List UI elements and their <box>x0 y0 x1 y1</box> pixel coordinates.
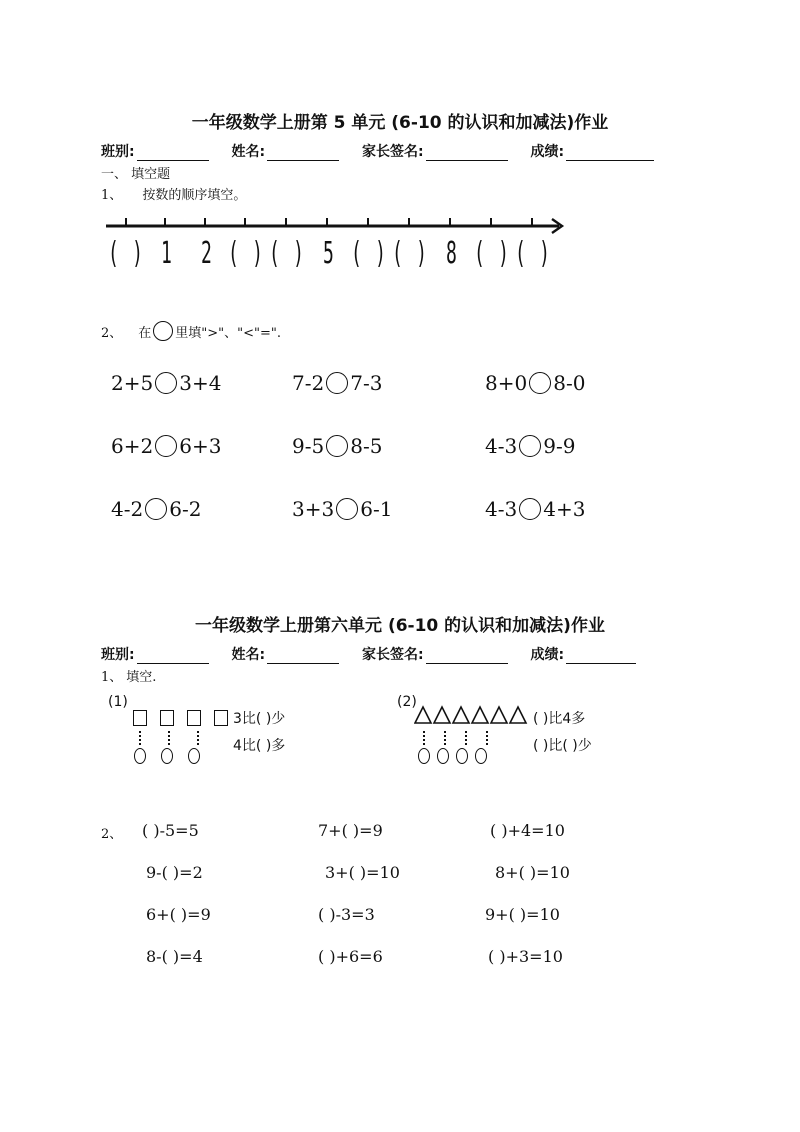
compare-answer-circle[interactable] <box>155 435 177 457</box>
q1-number: 1、 <box>101 670 123 685</box>
q1-text: 按数的顺序填空。 <box>142 188 247 203</box>
triangle-shape <box>491 707 507 723</box>
equation-item[interactable]: 8-( )=4 <box>146 947 203 966</box>
q2-prefix: 在 <box>138 325 152 341</box>
compare-right: 3+4 <box>179 371 222 395</box>
equation-item[interactable]: ( )+3=10 <box>488 947 563 966</box>
parent-signature-blank[interactable] <box>426 146 508 161</box>
ring-shape <box>418 748 430 764</box>
q2-prompt <box>101 321 281 341</box>
parent-signature-label: 家长签名: <box>361 144 424 160</box>
compare-right: 6+3 <box>179 434 222 458</box>
compare-left: 6+2 <box>111 434 154 458</box>
nl-blank-4[interactable]: ( ) <box>269 236 306 271</box>
part1-rings <box>134 748 200 764</box>
part2-dot-links <box>423 731 490 745</box>
dotted-link <box>444 731 448 745</box>
square-shape <box>160 710 174 726</box>
nl-blank-6[interactable]: ( ) <box>351 236 388 271</box>
parent-signature-label: 家长签名: <box>361 647 424 663</box>
q1-text: 填空. <box>126 670 157 685</box>
number-line <box>104 212 574 236</box>
sheet6-title: 一年级数学上册第六单元 (6-10 的认识和加减法)作业 <box>195 616 605 636</box>
nl-number-5: 5 <box>323 236 336 271</box>
compare-left: 2+5 <box>111 371 154 395</box>
compare-answer-circle[interactable] <box>326 435 348 457</box>
equation-item[interactable]: 7+( )=9 <box>318 821 383 840</box>
ring-shape <box>437 748 449 764</box>
compare-left: 4-3 <box>485 497 518 521</box>
equation-item[interactable]: 9-( )=2 <box>146 863 203 882</box>
section1-heading: 一、 填空题 <box>101 167 171 182</box>
compare-left: 4-3 <box>485 434 518 458</box>
ring-shape <box>188 748 200 764</box>
triangle-shape <box>415 707 431 723</box>
part1-line1: 3比( )少 <box>233 711 286 727</box>
part1-squares <box>133 710 228 726</box>
equation-item[interactable]: ( )-3=3 <box>318 905 375 924</box>
sheet5-info-row <box>101 141 654 161</box>
compare-left: 7-2 <box>292 371 325 395</box>
equation-item[interactable]: 9+( )=10 <box>485 905 560 924</box>
class-label: 班别: <box>101 144 135 160</box>
dotted-link <box>197 731 201 745</box>
compare-right: 6-1 <box>360 497 393 521</box>
part2-line1: ( )比4多 <box>533 711 586 727</box>
q2-number: 2、 <box>101 827 123 842</box>
compare-item <box>111 497 201 521</box>
dotted-link <box>168 731 172 745</box>
compare-answer-circle[interactable] <box>336 498 358 520</box>
compare-answer-circle[interactable] <box>529 372 551 394</box>
compare-item <box>111 434 221 458</box>
q1-number: 1、 <box>101 188 123 203</box>
score-blank[interactable] <box>566 146 654 161</box>
ring-shape <box>161 748 173 764</box>
equation-item[interactable]: 8+( )=10 <box>495 863 570 882</box>
dotted-link <box>139 731 143 745</box>
score-blank[interactable] <box>566 649 636 664</box>
triangle-shape <box>472 707 488 723</box>
q1-prompt <box>101 184 246 203</box>
triangle-shape <box>453 707 469 723</box>
nl-blank-7[interactable]: ( ) <box>392 236 429 271</box>
compare-right: 6-2 <box>169 497 202 521</box>
circle-icon <box>153 321 173 341</box>
nl-number-2: 2 <box>201 236 214 271</box>
name-blank[interactable] <box>267 649 339 664</box>
nl-number-8: 8 <box>446 236 459 271</box>
parent-signature-blank[interactable] <box>426 649 508 664</box>
q2-suffix: 里填">"、"<"=". <box>175 325 282 341</box>
ring-shape <box>134 748 146 764</box>
dotted-link <box>486 731 490 745</box>
equation-item[interactable]: ( )-5=5 <box>142 821 199 840</box>
nl-blank-3[interactable]: ( ) <box>228 236 265 271</box>
compare-item <box>292 371 382 395</box>
name-blank[interactable] <box>267 146 339 161</box>
compare-right: 4+3 <box>543 497 586 521</box>
number-line-labels <box>108 236 558 276</box>
class-label: 班别: <box>101 647 135 663</box>
part1-dot-links <box>139 731 201 745</box>
ring-shape <box>456 748 468 764</box>
compare-answer-circle[interactable] <box>145 498 167 520</box>
part1-tag: (1) <box>108 694 128 710</box>
triangle-shape <box>510 707 526 723</box>
equation-item[interactable]: 6+( )=9 <box>146 905 211 924</box>
compare-left: 8+0 <box>485 371 528 395</box>
compare-answer-circle[interactable] <box>519 498 541 520</box>
square-shape <box>133 710 147 726</box>
compare-item <box>485 497 585 521</box>
compare-right: 8-0 <box>553 371 586 395</box>
square-shape <box>214 710 228 726</box>
sheet6-q1-prompt <box>101 666 156 685</box>
dotted-link <box>465 731 469 745</box>
part2-line2: ( )比( )少 <box>533 738 592 754</box>
compare-left: 9-5 <box>292 434 325 458</box>
score-label: 成绩: <box>530 144 565 160</box>
compare-right: 8-5 <box>350 434 383 458</box>
compare-right: 9-9 <box>543 434 576 458</box>
name-label: 姓名: <box>231 144 266 160</box>
class-blank[interactable] <box>137 146 209 161</box>
compare-right: 7-3 <box>350 371 383 395</box>
equation-item[interactable]: ( )+6=6 <box>318 947 383 966</box>
part2-tag: (2) <box>397 694 417 710</box>
part1-line2: 4比( )多 <box>233 738 286 754</box>
q2-number: 2、 <box>101 325 123 341</box>
equation-item[interactable]: ( )+4=10 <box>490 821 565 840</box>
class-blank[interactable] <box>137 649 209 664</box>
nl-number-1: 1 <box>161 236 174 271</box>
sheet5-title: 一年级数学上册第 5 单元 (6-10 的认识和加减法)作业 <box>191 113 609 133</box>
triangle-shape <box>434 707 450 723</box>
name-label: 姓名: <box>231 647 266 663</box>
square-shape <box>187 710 201 726</box>
compare-item <box>111 371 221 395</box>
nl-blank-10[interactable]: ( ) <box>515 236 552 271</box>
sheet6-info-row <box>101 644 636 664</box>
ring-shape <box>475 748 487 764</box>
compare-item <box>292 497 392 521</box>
score-label: 成绩: <box>530 647 565 663</box>
compare-answer-circle[interactable] <box>155 372 177 394</box>
compare-item <box>485 434 575 458</box>
compare-left: 4-2 <box>111 497 144 521</box>
compare-left: 3+3 <box>292 497 335 521</box>
compare-answer-circle[interactable] <box>326 372 348 394</box>
nl-blank-9[interactable]: ( ) <box>474 236 511 271</box>
compare-answer-circle[interactable] <box>519 435 541 457</box>
compare-item <box>485 371 585 395</box>
dotted-link <box>423 731 427 745</box>
equation-item[interactable]: 3+( )=10 <box>325 863 400 882</box>
part2-rings <box>418 748 487 764</box>
compare-item <box>292 434 382 458</box>
part2-triangles <box>414 705 528 725</box>
nl-blank-1[interactable]: ( ) <box>108 236 145 271</box>
